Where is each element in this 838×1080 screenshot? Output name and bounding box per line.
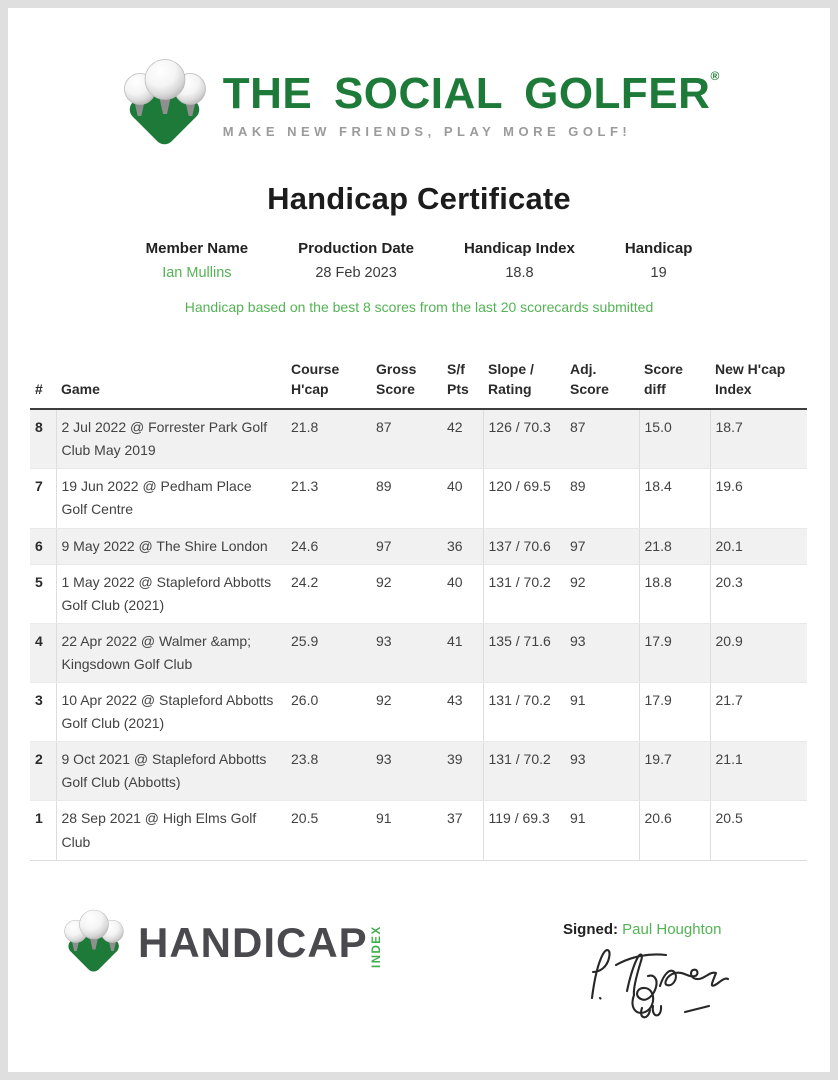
cell-adj-score: 91 <box>565 683 639 742</box>
cell-num: 1 <box>30 801 56 860</box>
col-header-game: Game <box>56 360 286 409</box>
cell-slope-rating: 131 / 70.2 <box>483 683 565 742</box>
handicap-index-logo <box>60 906 383 980</box>
score-row <box>30 409 807 469</box>
cell-slope-rating: 126 / 70.3 <box>483 409 565 469</box>
handicap-index-value: 18.8 <box>505 265 534 281</box>
cell-gross-score: 93 <box>371 742 442 801</box>
cell-adj-score: 97 <box>565 528 639 564</box>
cell-course-hcap: 21.8 <box>286 409 371 469</box>
cell-num: 4 <box>30 623 56 682</box>
footer-logo-sub: INDEX <box>370 925 383 968</box>
cell-slope-rating: 131 / 70.2 <box>483 564 565 623</box>
registered-mark: ® <box>710 69 720 83</box>
cell-course-hcap: 24.6 <box>286 528 371 564</box>
cell-adj-score: 89 <box>565 469 639 528</box>
cell-game: 28 Sep 2021 @ High Elms Golf Club <box>56 801 286 860</box>
cell-num: 5 <box>30 564 56 623</box>
col-header-sf-pts: S/f Pts <box>442 360 483 409</box>
brand-tagline: MAKE NEW FRIENDS, PLAY MORE GOLF! <box>222 124 632 139</box>
cell-score-diff: 19.7 <box>639 742 710 801</box>
cell-sf-pts: 42 <box>442 409 483 469</box>
brand-name: THE SOCIAL GOLFER® <box>222 69 720 118</box>
cell-num: 7 <box>30 469 56 528</box>
cell-slope-rating: 119 / 69.3 <box>483 801 565 860</box>
handicap-basis-note: Handicap based on the best 8 scores from the last 20 scorecards submitted <box>184 299 654 315</box>
cell-score-diff: 17.9 <box>639 623 710 682</box>
col-header-gross-score: Gross Score <box>371 360 442 409</box>
cell-game: 1 May 2022 @ Stapleford Abbotts Golf Club (2021) <box>56 564 286 623</box>
cell-game: 9 Oct 2021 @ Stapleford Abbotts Golf Club (Abbotts) <box>56 742 286 801</box>
cell-slope-rating: 120 / 69.5 <box>483 469 565 528</box>
cell-course-hcap: 23.8 <box>286 742 371 801</box>
cell-num: 3 <box>30 683 56 742</box>
cell-new-hcap-index: 20.5 <box>710 801 807 860</box>
cell-new-hcap-index: 21.7 <box>710 683 807 742</box>
summary-row <box>0 240 838 281</box>
score-row <box>30 742 807 801</box>
cell-game: 2 Jul 2022 @ Forrester Park Golf Club May 2019 <box>56 409 286 469</box>
handicap-value: 19 <box>650 265 667 281</box>
cell-new-hcap-index: 20.9 <box>710 623 807 682</box>
signed-name: Paul Houghton <box>622 921 722 938</box>
cell-sf-pts: 40 <box>442 469 483 528</box>
cell-sf-pts: 41 <box>442 623 483 682</box>
summary-handicap-index: Handicap Index 18.8 <box>464 240 575 281</box>
cell-slope-rating: 131 / 70.2 <box>483 742 565 801</box>
cell-gross-score: 93 <box>371 623 442 682</box>
member-name-value: Ian Mullins <box>162 265 232 281</box>
cell-sf-pts: 39 <box>442 742 483 801</box>
cell-sf-pts: 37 <box>442 801 483 860</box>
cell-score-diff: 15.0 <box>639 409 710 469</box>
score-row <box>30 683 807 742</box>
cell-score-diff: 20.6 <box>639 801 710 860</box>
signature <box>576 942 752 1022</box>
score-row <box>30 801 807 860</box>
scores-table-body <box>30 409 807 860</box>
cell-score-diff: 17.9 <box>639 683 710 742</box>
score-row <box>30 469 807 528</box>
cell-adj-score: 87 <box>565 409 639 469</box>
cell-sf-pts: 36 <box>442 528 483 564</box>
signed-line <box>563 921 721 938</box>
cell-score-diff: 21.8 <box>639 528 710 564</box>
cell-gross-score: 92 <box>371 683 442 742</box>
table-header-row <box>30 360 807 409</box>
col-header-score-diff: Score diff <box>639 360 710 409</box>
cell-gross-score: 91 <box>371 801 442 860</box>
summary-member-name: Member Name Ian Mullins <box>145 240 249 281</box>
cell-new-hcap-index: 20.1 <box>710 528 807 564</box>
col-header-adj-score: Adj. Score <box>565 360 639 409</box>
cell-gross-score: 89 <box>371 469 442 528</box>
cell-course-hcap: 26.0 <box>286 683 371 742</box>
cell-num: 2 <box>30 742 56 801</box>
scores-table <box>30 360 807 861</box>
brand-logo <box>0 54 838 156</box>
cell-adj-score: 91 <box>565 801 639 860</box>
page-title: Handicap Certificate <box>267 181 571 216</box>
cell-slope-rating: 135 / 71.6 <box>483 623 565 682</box>
score-row <box>30 564 807 623</box>
summary-production-date: Production Date 28 Feb 2023 <box>298 240 414 281</box>
col-header-num: # <box>30 360 56 409</box>
signed-label: Signed: <box>563 921 618 938</box>
cell-score-diff: 18.4 <box>639 469 710 528</box>
cell-course-hcap: 20.5 <box>286 801 371 860</box>
cell-slope-rating: 137 / 70.6 <box>483 528 565 564</box>
cell-course-hcap: 25.9 <box>286 623 371 682</box>
cell-num: 8 <box>30 409 56 469</box>
signature-scribble-icon <box>576 942 752 1022</box>
cell-num: 6 <box>30 528 56 564</box>
cell-new-hcap-index: 19.6 <box>710 469 807 528</box>
cell-adj-score: 93 <box>565 623 639 682</box>
col-header-course-hcap: Course H'cap <box>286 360 371 409</box>
score-row <box>30 528 807 564</box>
cell-game: 19 Jun 2022 @ Pedham Place Golf Centre <box>56 469 286 528</box>
cell-adj-score: 93 <box>565 742 639 801</box>
cell-game: 10 Apr 2022 @ Stapleford Abbotts Golf Club (2021) <box>56 683 286 742</box>
cell-new-hcap-index: 20.3 <box>710 564 807 623</box>
cell-gross-score: 87 <box>371 409 442 469</box>
summary-handicap: Handicap 19 <box>624 240 693 281</box>
golf-balls-icon-small <box>60 906 128 980</box>
cell-new-hcap-index: 21.1 <box>710 742 807 801</box>
col-header-slope-rating: Slope / Rating <box>483 360 565 409</box>
score-row <box>30 623 807 682</box>
footer-logo-text: HANDICAP <box>138 919 368 966</box>
cell-new-hcap-index: 18.7 <box>710 409 807 469</box>
cell-sf-pts: 43 <box>442 683 483 742</box>
cell-game: 22 Apr 2022 @ Walmer &amp; Kingsdown Golf Club <box>56 623 286 682</box>
cell-gross-score: 92 <box>371 564 442 623</box>
cell-score-diff: 18.8 <box>639 564 710 623</box>
golf-balls-icon <box>119 54 211 156</box>
cell-course-hcap: 21.3 <box>286 469 371 528</box>
cell-game: 9 May 2022 @ The Shire London <box>56 528 286 564</box>
cell-sf-pts: 40 <box>442 564 483 623</box>
col-header-new-hcap-index: New H'cap Index <box>710 360 807 409</box>
cell-adj-score: 92 <box>565 564 639 623</box>
production-date-value: 28 Feb 2023 <box>315 265 397 281</box>
cell-course-hcap: 24.2 <box>286 564 371 623</box>
cell-gross-score: 97 <box>371 528 442 564</box>
